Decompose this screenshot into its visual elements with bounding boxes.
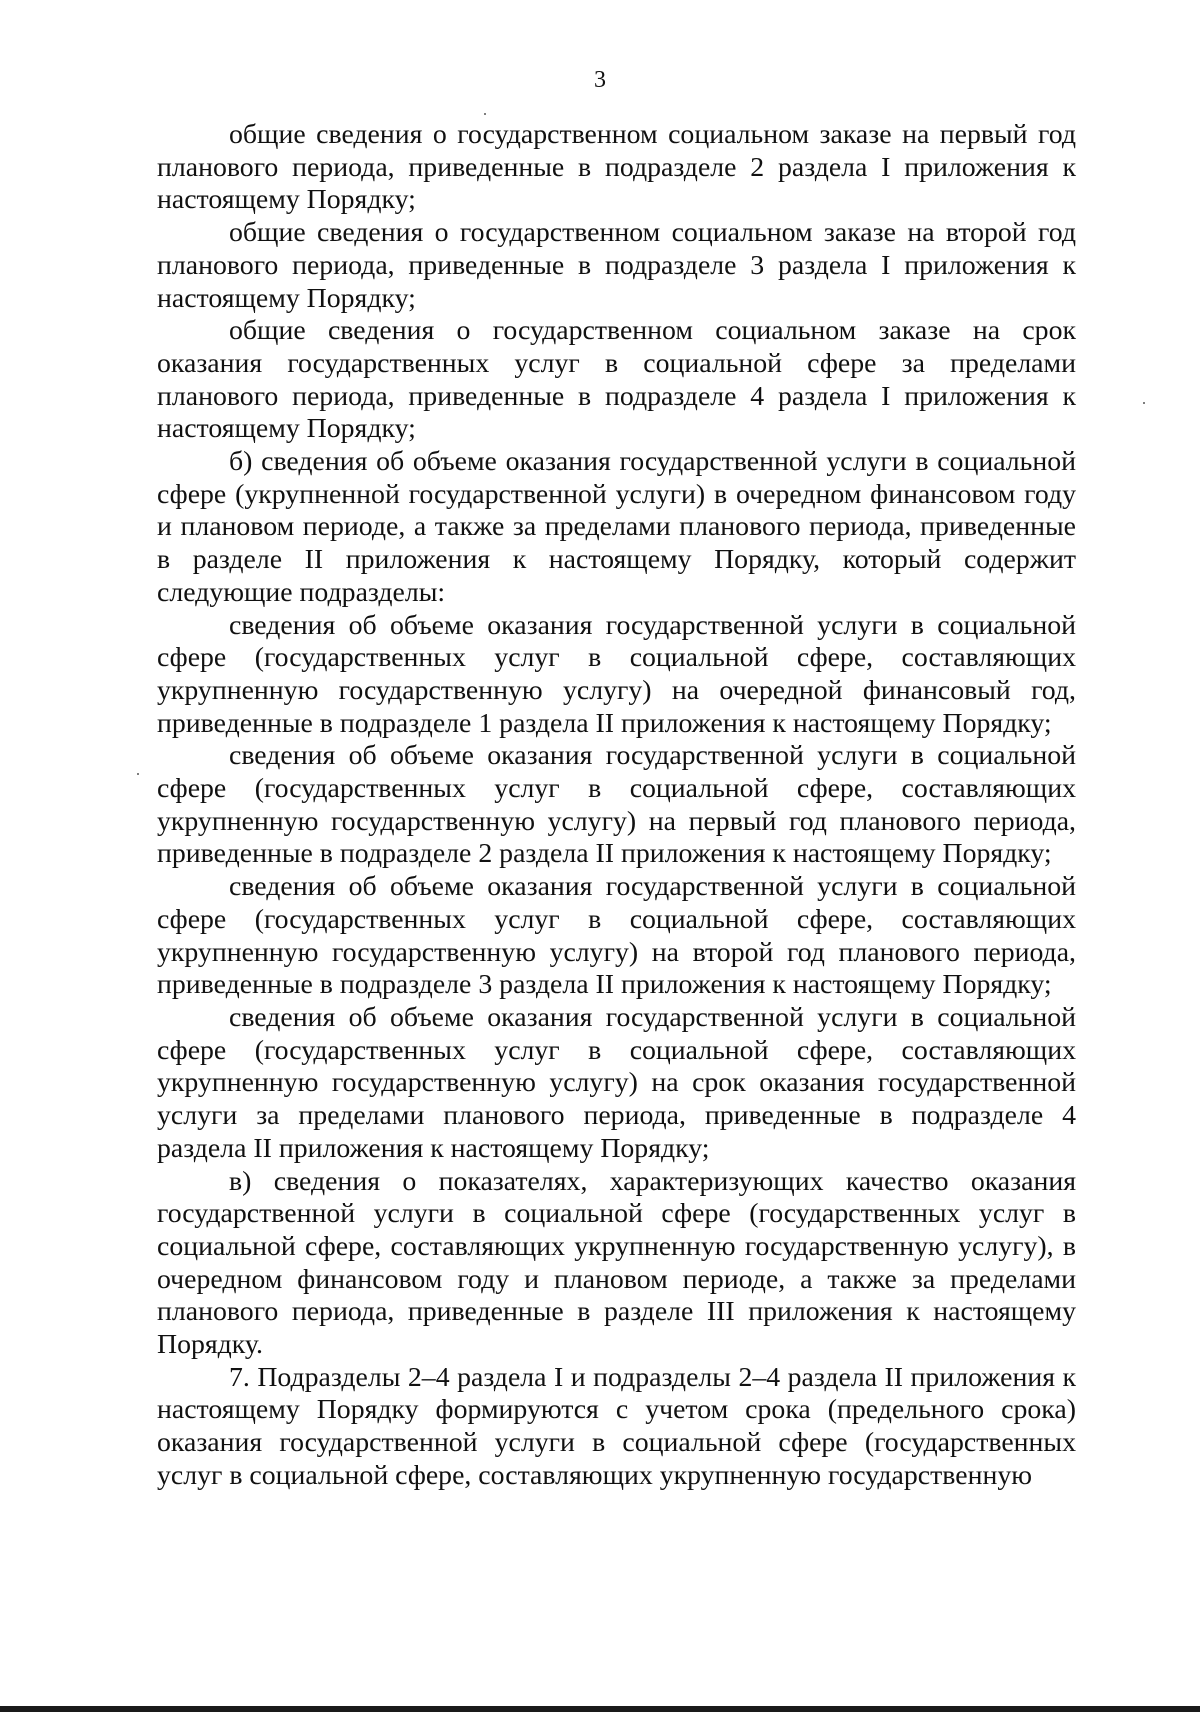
- paragraph: сведения об объеме оказания государственной услуги в социальной сфере (государственных услуг в социальной сфере, составляющих укрупненную государственную услугу) на первый год планового периода, приведенные в подразделе 2 раздела II приложения к настоящему Порядку;: [157, 740, 1076, 870]
- scan-speck: [137, 773, 139, 775]
- paragraph: 7. Подразделы 2–4 раздела I и подразделы 2–4 раздела II приложения к настоящему Порядку формируются с учетом срока (предельного срока) оказания государственной услуги в социальной сфере (государственных услуг в социальной сфере, составляющих укрупненную государственную: [157, 1361, 1076, 1491]
- document-body: [157, 119, 1076, 1493]
- paragraph: общие сведения о государственном социальном заказе на второй год планового периода, приведенные в подразделе 3 раздела I приложения к настоящему Порядку;: [157, 217, 1076, 314]
- scan-bottom-edge: [0, 1706, 1200, 1712]
- paragraph: общие сведения о государственном социальном заказе на срок оказания государственных услуг в социальной сфере за пределами планового периода, приведенные в подразделе 4 раздела I приложения к настоящему Порядку;: [157, 315, 1076, 445]
- scan-speck: [1143, 402, 1145, 404]
- scan-speck: [484, 113, 486, 115]
- paragraph: сведения об объеме оказания государственной услуги в социальной сфере (государственных услуг в социальной сфере, составляющих укрупненную государственную услугу) на срок оказания государственной услуги за пределами планового периода, приведенные в подразделе 4 раздела II приложения к настоящему Порядку;: [157, 1001, 1076, 1164]
- paragraph: сведения об объеме оказания государственной услуги в социальной сфере (государственных услуг в социальной сфере, составляющих укрупненную государственную услугу) на очередной финансовый год, приведенные в подразделе 1 раздела II приложения к настоящему Порядку;: [157, 609, 1076, 739]
- paragraph: сведения об объеме оказания государственной услуги в социальной сфере (государственных услуг в социальной сфере, составляющих укрупненную государственную услугу) на второй год планового периода, приведенные в подразделе 3 раздела II приложения к настоящему Порядку;: [157, 871, 1076, 1001]
- paragraph: б) сведения об объеме оказания государственной услуги в социальной сфере (укрупненной государственной услуги) в очередном финансовом году и плановом периоде, а также за пределами планового периода, приведенные в разделе II приложения к настоящему Порядку, который содержит следующие подразделы:: [157, 446, 1076, 608]
- paragraph: в) сведения о показателях, характеризующих качество оказания государственной услуги в социальной сфере (государственных услуг в социальной сфере, составляющих укрупненную государственную услугу), в очередном финансовом году и плановом периоде, а также за пределами планового периода, приведенные в разделе III приложения к настоящему Порядку.: [157, 1165, 1076, 1361]
- page-number: 3: [594, 67, 606, 93]
- paragraph: общие сведения о государственном социальном заказе на первый год планового периода, приведенные в подразделе 2 раздела I приложения к настоящему Порядку;: [157, 119, 1076, 216]
